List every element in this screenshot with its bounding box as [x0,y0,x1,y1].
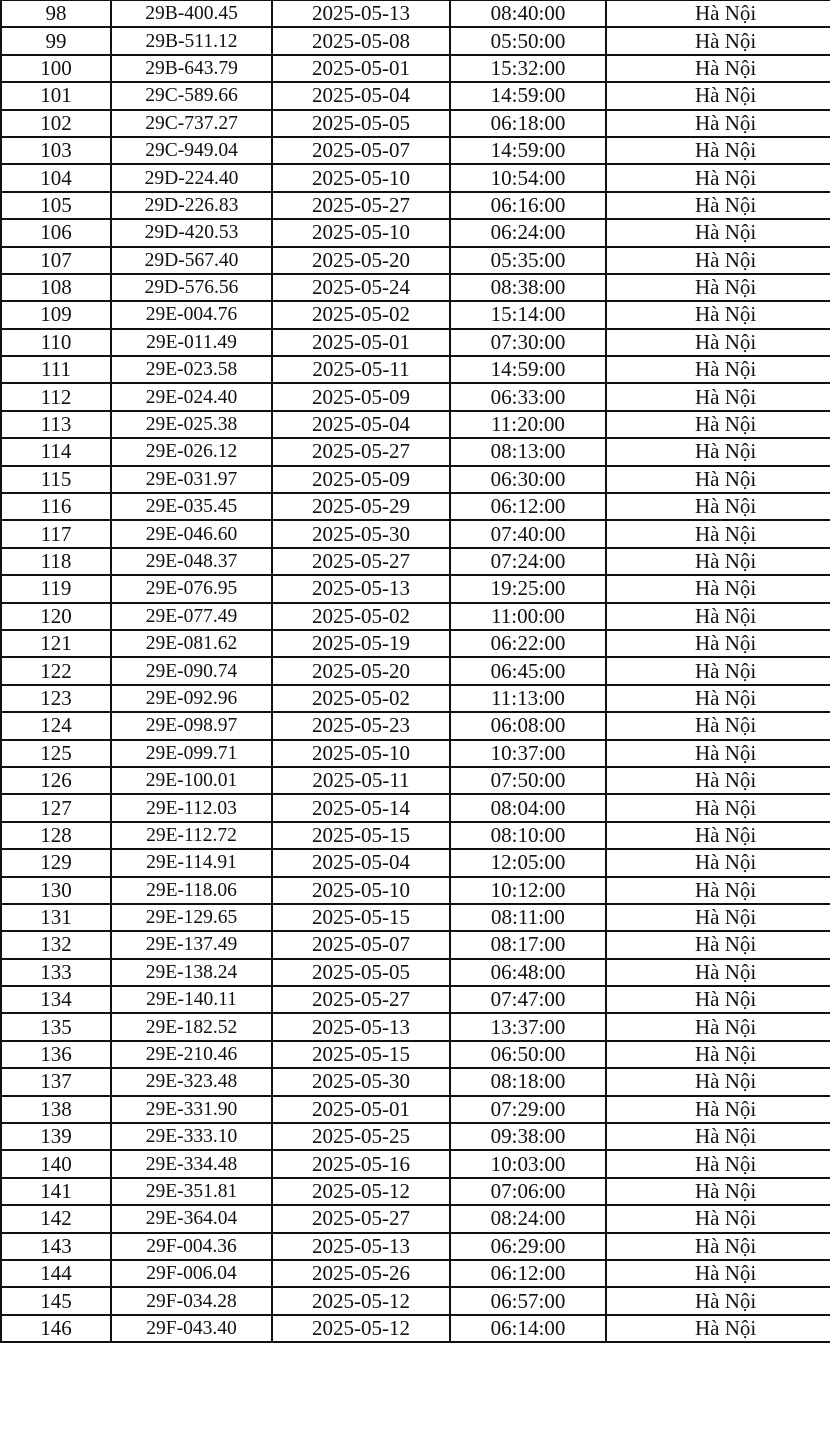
date-cell: 2025-05-05 [272,959,450,986]
table-row [1,603,830,630]
license-plate-cell: 29E-004.76 [111,301,272,328]
date-cell: 2025-05-15 [272,904,450,931]
license-plate-cell: 29E-137.49 [111,931,272,958]
time-cell: 06:30:00 [450,466,606,493]
license-plate-cell: 29E-076.95 [111,575,272,602]
table-row [1,548,830,575]
location-cell: Hà Nội [606,274,830,301]
date-cell: 2025-05-27 [272,438,450,465]
time-cell: 06:48:00 [450,959,606,986]
row-number-cell: 125 [1,740,111,767]
license-plate-cell: 29F-043.40 [111,1315,272,1342]
table-row [1,438,830,465]
row-number-cell: 129 [1,849,111,876]
row-number-cell: 112 [1,383,111,410]
row-number-cell: 110 [1,329,111,356]
time-cell: 07:50:00 [450,767,606,794]
time-cell: 08:10:00 [450,822,606,849]
date-cell: 2025-05-30 [272,1068,450,1095]
license-plate-cell: 29E-331.90 [111,1096,272,1123]
date-cell: 2025-05-14 [272,794,450,821]
row-number-cell: 138 [1,1096,111,1123]
license-plate-cell: 29F-006.04 [111,1260,272,1287]
time-cell: 08:11:00 [450,904,606,931]
time-cell: 06:08:00 [450,712,606,739]
license-plate-cell: 29B-511.12 [111,27,272,54]
time-cell: 05:50:00 [450,27,606,54]
table-row [1,931,830,958]
date-cell: 2025-05-09 [272,466,450,493]
row-number-cell: 132 [1,931,111,958]
location-cell: Hà Nội [606,82,830,109]
time-cell: 14:59:00 [450,82,606,109]
license-plate-cell: 29E-138.24 [111,959,272,986]
time-cell: 10:54:00 [450,164,606,191]
license-plate-cell: 29E-323.48 [111,1068,272,1095]
table-row [1,82,830,109]
date-cell: 2025-05-12 [272,1178,450,1205]
location-cell: Hà Nội [606,931,830,958]
license-plate-cell: 29E-025.38 [111,411,272,438]
row-number-cell: 106 [1,219,111,246]
row-number-cell: 144 [1,1260,111,1287]
time-cell: 06:18:00 [450,110,606,137]
location-cell: Hà Nội [606,740,830,767]
license-plate-cell: 29B-400.45 [111,0,272,27]
row-number-cell: 119 [1,575,111,602]
license-plate-cell: 29D-224.40 [111,164,272,191]
date-cell: 2025-05-11 [272,767,450,794]
row-number-cell: 127 [1,794,111,821]
location-cell: Hà Nội [606,1260,830,1287]
table-row [1,904,830,931]
row-number-cell: 139 [1,1123,111,1150]
table-row [1,1178,830,1205]
row-number-cell: 111 [1,356,111,383]
license-plate-cell: 29C-589.66 [111,82,272,109]
date-cell: 2025-05-15 [272,822,450,849]
table-row [1,822,830,849]
table-row [1,110,830,137]
location-cell: Hà Nội [606,1233,830,1260]
license-plate-cell: 29E-140.11 [111,986,272,1013]
table-row [1,520,830,547]
table-row [1,301,830,328]
license-plate-cell: 29E-023.58 [111,356,272,383]
location-cell: Hà Nội [606,1068,830,1095]
location-cell: Hà Nội [606,438,830,465]
location-cell: Hà Nội [606,55,830,82]
date-cell: 2025-05-13 [272,1233,450,1260]
table-row [1,1123,830,1150]
license-plate-cell: 29E-118.06 [111,877,272,904]
date-cell: 2025-05-07 [272,931,450,958]
row-number-cell: 104 [1,164,111,191]
date-cell: 2025-05-20 [272,657,450,684]
row-number-cell: 116 [1,493,111,520]
time-cell: 06:22:00 [450,630,606,657]
license-plate-cell: 29E-112.72 [111,822,272,849]
table-row [1,247,830,274]
time-cell: 06:57:00 [450,1287,606,1314]
row-number-cell: 134 [1,986,111,1013]
row-number-cell: 121 [1,630,111,657]
time-cell: 11:20:00 [450,411,606,438]
date-cell: 2025-05-12 [272,1287,450,1314]
license-plate-cell: 29E-024.40 [111,383,272,410]
table-row [1,1096,830,1123]
location-cell: Hà Nội [606,1205,830,1232]
date-cell: 2025-05-01 [272,1096,450,1123]
table-row [1,1260,830,1287]
table-row [1,411,830,438]
row-number-cell: 102 [1,110,111,137]
location-cell: Hà Nội [606,849,830,876]
location-cell: Hà Nội [606,1287,830,1314]
license-plate-cell: 29E-364.04 [111,1205,272,1232]
time-cell: 08:24:00 [450,1205,606,1232]
date-cell: 2025-05-04 [272,82,450,109]
row-number-cell: 145 [1,1287,111,1314]
date-cell: 2025-05-27 [272,548,450,575]
license-plate-cell: 29E-035.45 [111,493,272,520]
license-plate-cell: 29E-092.96 [111,685,272,712]
license-plate-cell: 29E-026.12 [111,438,272,465]
license-plate-cell: 29E-210.46 [111,1041,272,1068]
license-plate-cell: 29E-334.48 [111,1150,272,1177]
table-row [1,740,830,767]
row-number-cell: 143 [1,1233,111,1260]
table-row [1,1150,830,1177]
time-cell: 14:59:00 [450,356,606,383]
row-number-cell: 123 [1,685,111,712]
license-plate-cell: 29E-333.10 [111,1123,272,1150]
location-cell: Hà Nội [606,822,830,849]
row-number-cell: 142 [1,1205,111,1232]
license-plate-cell: 29C-949.04 [111,137,272,164]
location-cell: Hà Nội [606,0,830,27]
row-number-cell: 105 [1,192,111,219]
row-number-cell: 120 [1,603,111,630]
table-row [1,0,830,27]
date-cell: 2025-05-11 [272,356,450,383]
row-number-cell: 126 [1,767,111,794]
date-cell: 2025-05-10 [272,877,450,904]
row-number-cell: 124 [1,712,111,739]
license-plate-cell: 29E-114.91 [111,849,272,876]
license-plate-cell: 29E-129.65 [111,904,272,931]
location-cell: Hà Nội [606,192,830,219]
license-plate-cell: 29E-031.97 [111,466,272,493]
date-cell: 2025-05-26 [272,1260,450,1287]
date-cell: 2025-05-09 [272,383,450,410]
time-cell: 06:12:00 [450,1260,606,1287]
date-cell: 2025-05-25 [272,1123,450,1150]
date-cell: 2025-05-30 [272,520,450,547]
date-cell: 2025-05-02 [272,301,450,328]
license-plate-cell: 29D-226.83 [111,192,272,219]
location-cell: Hà Nội [606,1096,830,1123]
row-number-cell: 130 [1,877,111,904]
table-row [1,986,830,1013]
date-cell: 2025-05-07 [272,137,450,164]
row-number-cell: 118 [1,548,111,575]
table-row [1,1041,830,1068]
time-cell: 08:40:00 [450,0,606,27]
license-plate-cell: 29D-567.40 [111,247,272,274]
location-cell: Hà Nội [606,794,830,821]
time-cell: 14:59:00 [450,137,606,164]
location-cell: Hà Nội [606,356,830,383]
row-number-cell: 117 [1,520,111,547]
time-cell: 07:06:00 [450,1178,606,1205]
table-row [1,959,830,986]
table-row [1,55,830,82]
row-number-cell: 133 [1,959,111,986]
location-cell: Hà Nội [606,301,830,328]
date-cell: 2025-05-23 [272,712,450,739]
table-row [1,192,830,219]
table-row [1,383,830,410]
time-cell: 06:33:00 [450,383,606,410]
location-cell: Hà Nội [606,685,830,712]
date-cell: 2025-05-10 [272,219,450,246]
table-row [1,1205,830,1232]
location-cell: Hà Nội [606,383,830,410]
table-row [1,575,830,602]
table-row [1,1287,830,1314]
date-cell: 2025-05-27 [272,986,450,1013]
location-cell: Hà Nội [606,110,830,137]
row-number-cell: 146 [1,1315,111,1342]
license-plate-cell: 29F-034.28 [111,1287,272,1314]
time-cell: 07:30:00 [450,329,606,356]
row-number-cell: 135 [1,1013,111,1040]
time-cell: 06:16:00 [450,192,606,219]
location-cell: Hà Nội [606,520,830,547]
table-row [1,493,830,520]
table-row [1,1068,830,1095]
license-plate-cell: 29D-576.56 [111,274,272,301]
table-row [1,630,830,657]
location-cell: Hà Nội [606,411,830,438]
date-cell: 2025-05-29 [272,493,450,520]
location-cell: Hà Nội [606,986,830,1013]
location-cell: Hà Nội [606,904,830,931]
date-cell: 2025-05-15 [272,1041,450,1068]
time-cell: 07:40:00 [450,520,606,547]
time-cell: 12:05:00 [450,849,606,876]
table-body [1,0,830,1342]
table-row [1,329,830,356]
location-cell: Hà Nội [606,712,830,739]
license-plate-cell: 29E-100.01 [111,767,272,794]
license-plate-cell: 29E-098.97 [111,712,272,739]
location-cell: Hà Nội [606,1013,830,1040]
table-row [1,767,830,794]
row-number-cell: 108 [1,274,111,301]
time-cell: 11:13:00 [450,685,606,712]
time-cell: 09:38:00 [450,1123,606,1150]
table-row [1,219,830,246]
table-row [1,1013,830,1040]
time-cell: 10:03:00 [450,1150,606,1177]
row-number-cell: 137 [1,1068,111,1095]
row-number-cell: 99 [1,27,111,54]
time-cell: 15:14:00 [450,301,606,328]
date-cell: 2025-05-12 [272,1315,450,1342]
date-cell: 2025-05-08 [272,27,450,54]
table-row [1,137,830,164]
row-number-cell: 98 [1,0,111,27]
row-number-cell: 114 [1,438,111,465]
table-row [1,1315,830,1342]
table-row [1,685,830,712]
license-plate-cell: 29B-643.79 [111,55,272,82]
table-row [1,274,830,301]
time-cell: 07:47:00 [450,986,606,1013]
table-row [1,27,830,54]
time-cell: 06:12:00 [450,493,606,520]
location-cell: Hà Nội [606,219,830,246]
table-row [1,712,830,739]
time-cell: 07:29:00 [450,1096,606,1123]
license-plate-cell: 29D-420.53 [111,219,272,246]
date-cell: 2025-05-27 [272,1205,450,1232]
time-cell: 06:24:00 [450,219,606,246]
date-cell: 2025-05-02 [272,685,450,712]
location-cell: Hà Nội [606,1178,830,1205]
table-row [1,164,830,191]
time-cell: 06:29:00 [450,1233,606,1260]
location-cell: Hà Nội [606,493,830,520]
row-number-cell: 128 [1,822,111,849]
date-cell: 2025-05-10 [272,740,450,767]
location-cell: Hà Nội [606,1150,830,1177]
date-cell: 2025-05-05 [272,110,450,137]
time-cell: 08:04:00 [450,794,606,821]
time-cell: 11:00:00 [450,603,606,630]
license-plate-cell: 29E-081.62 [111,630,272,657]
time-cell: 10:12:00 [450,877,606,904]
location-cell: Hà Nội [606,630,830,657]
date-cell: 2025-05-16 [272,1150,450,1177]
time-cell: 13:37:00 [450,1013,606,1040]
time-cell: 19:25:00 [450,575,606,602]
location-cell: Hà Nội [606,27,830,54]
time-cell: 15:32:00 [450,55,606,82]
location-cell: Hà Nội [606,603,830,630]
license-plate-cell: 29E-046.60 [111,520,272,547]
date-cell: 2025-05-13 [272,575,450,602]
row-number-cell: 103 [1,137,111,164]
time-cell: 07:24:00 [450,548,606,575]
location-cell: Hà Nội [606,657,830,684]
time-cell: 06:45:00 [450,657,606,684]
row-number-cell: 107 [1,247,111,274]
license-plate-cell: 29E-077.49 [111,603,272,630]
time-cell: 10:37:00 [450,740,606,767]
location-cell: Hà Nội [606,1041,830,1068]
row-number-cell: 136 [1,1041,111,1068]
license-plate-cell: 29C-737.27 [111,110,272,137]
license-plate-cell: 29E-011.49 [111,329,272,356]
license-plate-cell: 29E-351.81 [111,1178,272,1205]
license-plate-cell: 29E-090.74 [111,657,272,684]
license-plate-cell: 29E-099.71 [111,740,272,767]
location-cell: Hà Nội [606,575,830,602]
row-number-cell: 113 [1,411,111,438]
time-cell: 06:14:00 [450,1315,606,1342]
time-cell: 08:38:00 [450,274,606,301]
license-plate-cell: 29E-048.37 [111,548,272,575]
date-cell: 2025-05-24 [272,274,450,301]
time-cell: 08:18:00 [450,1068,606,1095]
time-cell: 05:35:00 [450,247,606,274]
location-cell: Hà Nội [606,329,830,356]
date-cell: 2025-05-04 [272,411,450,438]
time-cell: 06:50:00 [450,1041,606,1068]
license-plate-cell: 29F-004.36 [111,1233,272,1260]
table-row [1,466,830,493]
location-cell: Hà Nội [606,767,830,794]
location-cell: Hà Nội [606,247,830,274]
table-row [1,657,830,684]
row-number-cell: 141 [1,1178,111,1205]
location-cell: Hà Nội [606,1123,830,1150]
table-row [1,877,830,904]
location-cell: Hà Nội [606,164,830,191]
table-row [1,849,830,876]
table-row [1,794,830,821]
license-plate-cell: 29E-112.03 [111,794,272,821]
date-cell: 2025-05-01 [272,55,450,82]
date-cell: 2025-05-13 [272,1013,450,1040]
location-cell: Hà Nội [606,548,830,575]
location-cell: Hà Nội [606,1315,830,1342]
row-number-cell: 115 [1,466,111,493]
date-cell: 2025-05-13 [272,0,450,27]
row-number-cell: 101 [1,82,111,109]
date-cell: 2025-05-01 [272,329,450,356]
row-number-cell: 131 [1,904,111,931]
location-cell: Hà Nội [606,877,830,904]
date-cell: 2025-05-27 [272,192,450,219]
location-cell: Hà Nội [606,466,830,493]
date-cell: 2025-05-10 [272,164,450,191]
time-cell: 08:13:00 [450,438,606,465]
row-number-cell: 109 [1,301,111,328]
date-cell: 2025-05-04 [272,849,450,876]
row-number-cell: 140 [1,1150,111,1177]
table-row [1,1233,830,1260]
location-cell: Hà Nội [606,959,830,986]
date-cell: 2025-05-20 [272,247,450,274]
row-number-cell: 100 [1,55,111,82]
date-cell: 2025-05-02 [272,603,450,630]
license-plate-cell: 29E-182.52 [111,1013,272,1040]
row-number-cell: 122 [1,657,111,684]
time-cell: 08:17:00 [450,931,606,958]
table-row [1,356,830,383]
date-cell: 2025-05-19 [272,630,450,657]
location-cell: Hà Nội [606,137,830,164]
